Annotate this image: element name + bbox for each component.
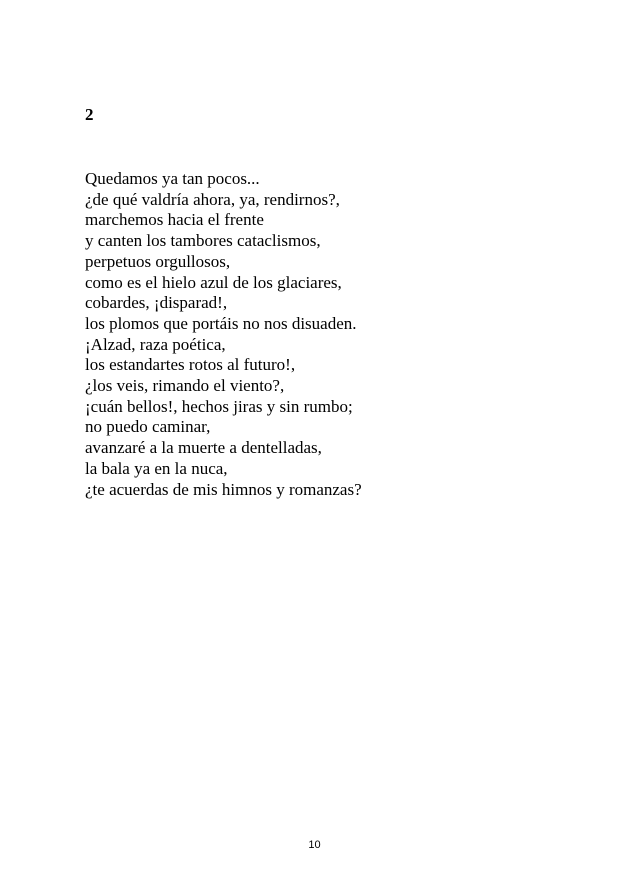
poem-line: avanzaré a la muerte a dentelladas, xyxy=(85,438,322,458)
poem-line: no puedo caminar, xyxy=(85,417,211,437)
poem-line: y canten los tambores cataclismos, xyxy=(85,231,321,251)
poem-line: ¡Alzad, raza poética, xyxy=(85,334,226,354)
poem-line: Quedamos ya tan pocos... xyxy=(85,169,260,188)
page-number: 10 xyxy=(308,839,321,851)
poem-body xyxy=(85,169,605,500)
poem-line: cobardes, ¡disparad!, xyxy=(85,293,228,313)
section-number: 2 xyxy=(85,105,94,124)
poem-line: ¿de qué valdría ahora, ya, rendirnos?, xyxy=(85,189,340,209)
poem-line: perpetuos orgullosos, xyxy=(85,251,231,271)
poem-line: marchemos hacia el frente xyxy=(85,210,264,230)
poem-line: la bala ya en la nuca, xyxy=(85,458,228,478)
poem-line: como es el hielo azul de los glaciares, xyxy=(85,272,342,292)
poem-line: ¿los veis, rimando el viento?, xyxy=(85,376,285,396)
poem-line: ¿te acuerdas de mis himnos y romanzas? xyxy=(85,479,362,499)
poem-line: los estandartes rotos al futuro!, xyxy=(85,355,296,375)
poem-line: los plomos que portáis no nos disuaden. xyxy=(85,313,357,333)
poem-line: ¡cuán bellos!, hechos jiras y sin rumbo; xyxy=(85,396,353,416)
